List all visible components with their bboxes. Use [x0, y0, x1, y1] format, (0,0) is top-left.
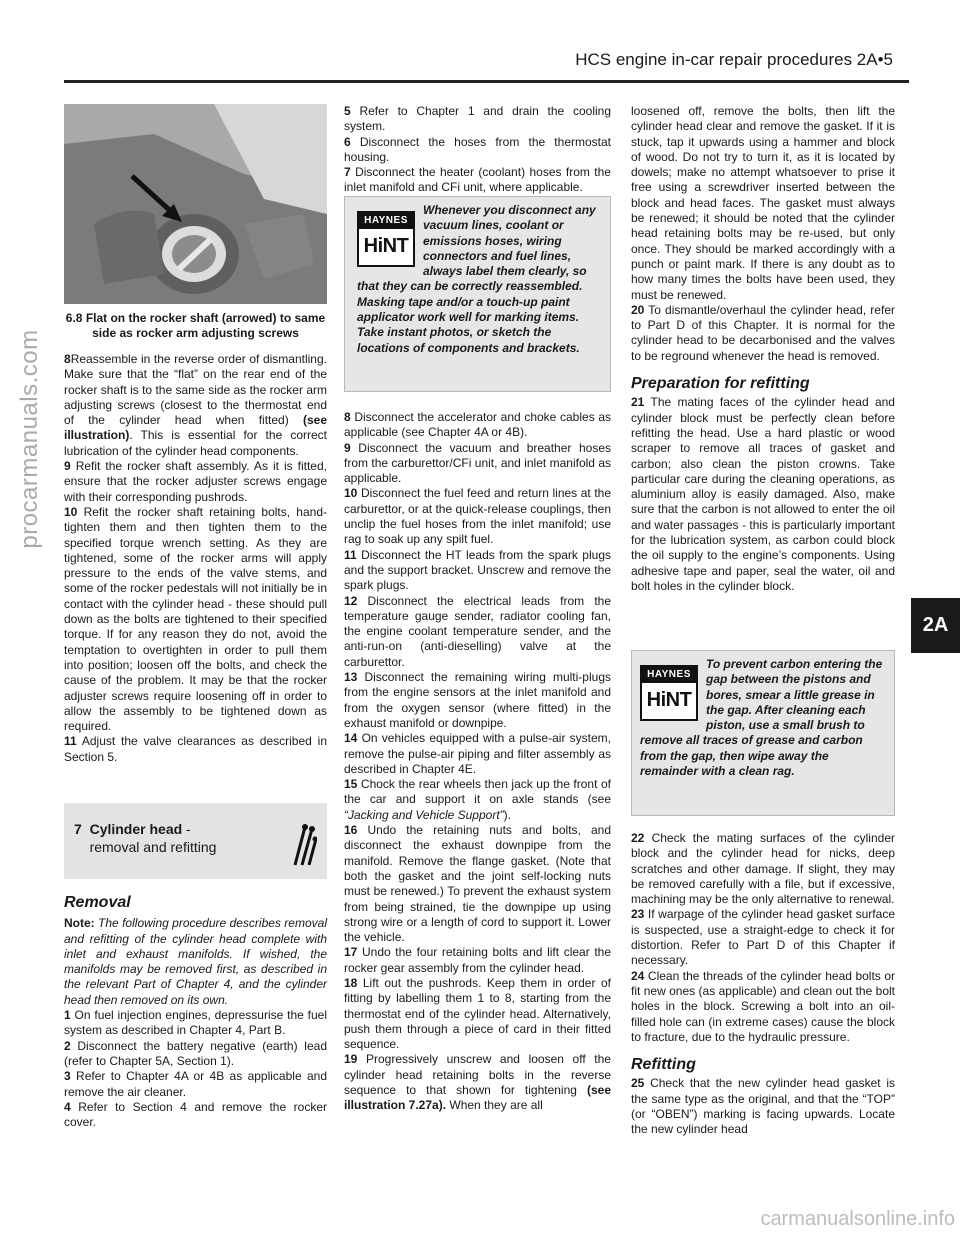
column-3-bottom — [631, 831, 895, 1138]
para-19-cont: loosened off, remove the bolts, then lift the cylinder head clear and remove the gasket. If it is stuck, tap it upwards using a hammer and block of wood. Do not try to turn it, as it is located by dowels; make no attempt whatsoever to prise it free using a screwdriver inserted between the block and head faces. The gasket must always be renewed; it should be noted that the cylinder head retaining bolts may be re-used, but only once. They should be marked accordingly with a punch or paint mark. If there is any doubt as to how many times the bolts have been used, they must be renewed. — [631, 104, 895, 302]
para-12: 12 Disconnect the electrical leads from the temperature gauge sender, radiator cooling fan, the engine coolant temperature sender, and the anti-run-on (anti-dieselling) valve at the carburettor. — [344, 593, 611, 669]
para-24: 24 Clean the threads of the cylinder head bolts or fit new ones (as applicable) and clean out the bolt holes in the block. Screwing a bolt into an oil-filled hole can (in extreme cases) cause the block to fracture, due to the hydraulic pressure. — [631, 968, 896, 1044]
hint-1-text: Whenever you disconnect any vacuum lines, coolant or emissions hoses, wiring connectors and fuel lines, always label them clearly, so that they can be correctly reassembled. Masking tape and/or a touch-up paint applicator work well for marking items. Take instant photos, or sketch the locations of components and brackets. — [357, 203, 596, 355]
watermark: procarmanuals.com — [16, 329, 43, 549]
para-20: 20 To dismantle/overhaul the cylinder head, refer to Part D of this Chapter. It is normal for the cylinder head to be decarbonised and the valves to be reground whenever the head is removed. — [631, 302, 895, 363]
para-17: 17 Undo the four retaining bolts and lift clear the rocker gear assembly from the cylinder head. — [344, 945, 612, 975]
column-2-top — [344, 104, 611, 196]
para-15: 15 Chock the rear wheels then jack up the front of the car and support it on axle stands (see “Jacking and Vehicle Support”). — [344, 777, 612, 822]
para-16: 16 Undo the retaining nuts and bolts, and disconnect the exhaust downpipe from the manifold. Remove the flange gasket. (Note that both the gasket and the joint self-locking nuts must be renewed.) To prevent the exhaust system from being strained, tie the downpipe up using strong wire or a length of cord to support it. Lower the vehicle. — [344, 823, 611, 945]
section-7-heading — [64, 803, 327, 879]
para-9b: 9 Disconnect the vacuum and breather hoses from the carburettor/CFi unit, and inlet manifold as applicable. — [344, 440, 611, 486]
para-5: 5 Refer to Chapter 1 and drain the cooling system. — [344, 104, 611, 134]
para-25: 25 Check that the new cylinder head gasket is the same type as the original, and that the “TOP” (or “OBEN”) marking is facing upwards. Locate the new cylinder head — [631, 1076, 895, 1137]
removal-section — [64, 895, 327, 1130]
para-19: 19 Progressively unscrew and loosen off the cylinder head retaining bolts in the reverse sequence to that shown for tightening (see illustration 7.27a). When they are all — [344, 1052, 611, 1113]
haynes-hint-1 — [344, 196, 611, 392]
para-3: 3 Refer to Chapter 4A or 4B as applicable and remove the air cleaner. — [64, 1069, 327, 1099]
para-11b: 11 Disconnect the HT leads from the spark plugs and the support bracket. Unscrew and remove the spark plugs. — [344, 547, 611, 593]
footer-watermark: carmanualsonline.info — [760, 1208, 955, 1230]
removal-note: Note: The following procedure describes removal and refitting of the cylinder head complete with inlet and exhaust manifolds. If wished, the manifolds may be removed first, as described in the relevant Part of Chapter 4, and the cylinder head then removed on its own. — [64, 916, 327, 1007]
para-10b: 10 Disconnect the fuel feed and return lines at the carburettor, or at the quick-release couplings, then unclip the fuel hoses from the inlet manifold; use rag to soak up any spilt fuel. — [344, 486, 611, 547]
para-1: 1 On fuel injection engines, depressurise the fuel system as described in Chapter 4, Part B. — [64, 1008, 327, 1038]
para-21: 21 The mating faces of the cylinder head and cylinder block must be perfectly clean before refitting the head. Use a hard plastic or wood scraper to remove all traces of gasket and carbon; also clean the piston crowns. Take particular care during the cleaning operations, as aluminium alloy is easily damaged. Also, make sure that the carbon is not allowed to enter the oil and water passages - this is particularly important for the lubrication system, as carbon could block the oil supply to the engine’s components. Using adhesive tape and paper, seal the water, oil and bolt holes in the cylinder block. — [631, 395, 895, 593]
header-rule — [64, 80, 909, 83]
para-4: 4 Refer to Section 4 and remove the rocker cover. — [64, 1099, 327, 1130]
section-title: 7 Cylinder head - removal and refitting — [74, 821, 217, 855]
page-header: HCS engine in-car repair procedures 2A•5 — [575, 50, 893, 69]
prep-heading: Preparation for refitting — [631, 375, 810, 393]
rocker-shaft-illustration — [64, 104, 327, 304]
para-18: 18 Lift out the pushrods. Keep them in order of fitting by labelling them 1 to 8, starting from the thermostat end of the cylinder head. Alternatively, push them through a piece of card in their fitted sequence. — [344, 975, 611, 1052]
refit-heading: Refitting — [631, 1056, 696, 1074]
para-9: 9 Refit the rocker shaft assembly. As it is fitted, ensure that the rocker adjuster screws engage with their corresponding pushrods. — [64, 459, 327, 504]
para-11: 11 Adjust the valve clearances as described in Section 5. — [64, 734, 327, 764]
para-22: 22 Check the mating surfaces of the cylinder block and the cylinder head for nicks, deep scratches and other damage. If slight, they may be removed carefully with a file, but if excessive, machining may be the only alternative to renewal. — [631, 831, 895, 907]
haynes-hint-logo: HAYNES HiNT — [357, 211, 415, 267]
chapter-tab: 2A — [911, 598, 960, 653]
para-2: 2 Disconnect the battery negative (earth) lead (refer to Chapter 5A, Section 1). — [64, 1038, 327, 1068]
rocker-shaft-photo — [64, 104, 327, 304]
haynes-hint-logo: HAYNES HiNT — [640, 665, 698, 721]
difficulty-spanner-icon — [291, 821, 317, 867]
column-2-bottom — [344, 410, 611, 1114]
removal-heading: Removal — [64, 894, 131, 911]
para-8b: 8 Disconnect the accelerator and choke cables as applicable (see Chapter 4A or 4B). — [344, 410, 612, 440]
hint-2-text: To prevent carbon entering the gap between the pistons and bores, smear a little grease in the gap. After cleaning each piston, use a small brush to remove all traces of grease and carbon from the gap, then wipe away the remainder with a clean rag. — [640, 657, 883, 779]
para-6: 6 Disconnect the hoses from the thermostat housing. — [344, 134, 611, 164]
column-3-top — [631, 104, 895, 594]
para-14: 14 On vehicles equipped with a pulse-air system, remove the pulse-air piping and filter assembly as described in Chapter 4E. — [344, 731, 611, 776]
figure-caption: 6.8 Flat on the rocker shaft (arrowed) to same side as rocker arm adjusting screws — [65, 311, 326, 340]
para-23: 23 If warpage of the cylinder head gasket surface is suspected, use a straight-edge to check it for distortion. Refer to Part D of this Chapter if necessary. — [631, 907, 895, 968]
column-1 — [64, 352, 327, 765]
para-10: 10 Refit the rocker shaft retaining bolts, hand-tighten them and then tighten them to the specified torque wrench setting. As they are tightened, some of the rocker arms will apply pressure to the ends of the valve stems, and some of the rocker pedestals will not initially be in contact with the cylinder head - these should pull down as the bolts are tightened to their specified torque. If for any reason they do not, avoid the temptation to overtighten in order to pull them into position; loosen off the bolts, and check the cause of the problem. It may be that the rocker adjuster screws require loosening off in order to allow the assembly to be tightened down as required. — [64, 504, 327, 734]
para-8: 8Reassemble in the reverse order of dismantling. Make sure that the “flat” on the rear end of the rocker shaft is to the same side as the rocker arm adjusting screws (closest to the thermostat end of the cylinder head when fitted) (see illustration). This is essential for the correct lubrication of the cylinder head components. — [64, 352, 327, 458]
haynes-hint-2 — [631, 650, 895, 816]
para-7: 7 Disconnect the heater (coolant) hoses from the inlet manifold and CFi unit, where applicable. — [344, 165, 611, 195]
para-13: 13 Disconnect the remaining wiring multi-plugs from the engine sensors at the inlet manifold and from the oxygen sensor (where fitted) in the exhaust manifold or downpipe. — [344, 670, 611, 730]
